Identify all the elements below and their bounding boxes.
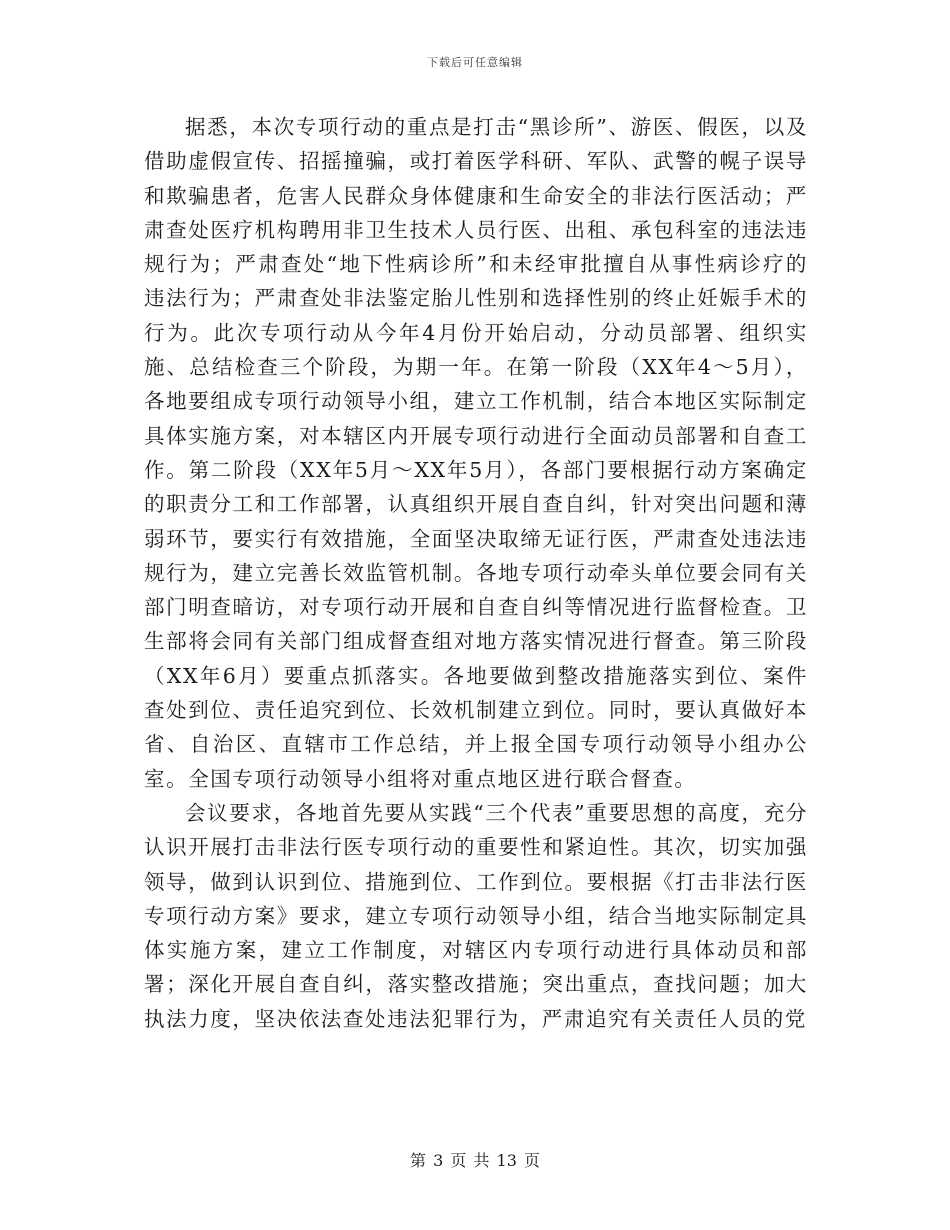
page-number: 第 3 页 共 13 页 — [410, 1151, 540, 1170]
paragraph-2: 会议要求，各地首先要从实践“三个代表”重要思想的高度，充分认识开展打击非法行医专项行动的重要性和紧迫性。其次，切实加强领导，做到认识到位、措施到位、工作到位。要根据《打击非法行医专项行动方案》要求，建立专项行动领导小组，结合当地实际制定具体实施方案，建立工作制度，对辖区内专项行动进行具体动员和部署；深化开展自查自纠，落实整改措施；突出重点，查找问题；加大执法力度，坚决依法查处违法犯罪行为，严肃追究有关责任人员的党 — [144, 800, 808, 1031]
header-note: 下载后可任意编辑 — [427, 56, 523, 69]
paragraph-1: 据悉，本次专项行动的重点是打击“黑诊所”、游医、假医，以及借助虚假宣传、招摇撞骗，或打着医学科研、军队、武警的幌子误导和欺骗患者，危害人民群众身体健康和生命安全的非法行医活动；严肃查处医疗机构聘用非卫生技术人员行医、出租、承包科室的违法违规行为；严肃查处“地下性病诊所”和未经审批擅自从事性病诊疗的违法行为；严肃查处非法鉴定胎儿性别和选择性别的终止妊娠手术的行为。此次专项行动从今年4月份开始启动，分动员部署、组织实施、总结检查三个阶段，为期一年。在第一阶段（XX年4～5月），各地要组成专项行动领导小组，建立工作机制，结合本地区实际制定具体实施方案，对本辖区内开展专项行动进行全面动员部署和自查工作。第二阶段（XX年5月～XX年5月），各部门要根据行动方案确定的职责分工和工作部署，认真组织开展自查自纠，针对突出问题和薄弱环节，要实行有效措施，全面坚决取缔无证行医，严肃查处违法违规行为，建立完善长效监管机制。各地专项行动牵头单位要会同有关部门明查暗访，对专项行动开展和自查自纠等情况进行监督检查。卫生部将会同有关部门组成督查组对地方落实情况进行督查。第三阶段（XX年6月）要重点抓落实。各地要做到整改措施落实到位、案件查处到位、责任追究到位、长效机制建立到位。同时，要认真做好本省、自治区、直辖市工作总结，并上报全国专项行动领导小组办公室。全国专项行动领导小组将对重点地区进行联合督查。 — [144, 115, 808, 791]
document-body — [144, 110, 808, 1036]
